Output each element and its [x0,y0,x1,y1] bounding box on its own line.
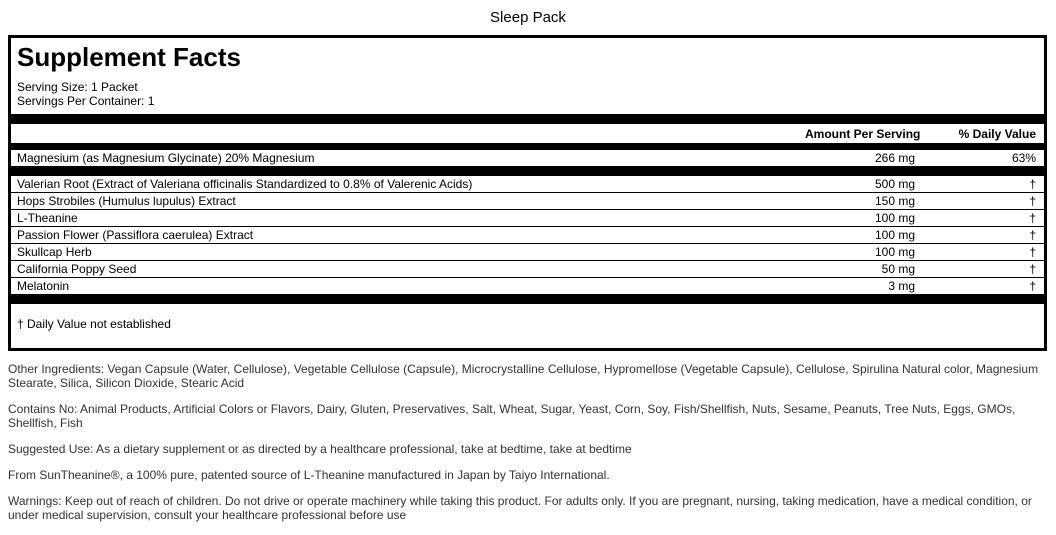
suggested-use-text: Suggested Use: As a dietary supplement or as directed by a healthcare professional, take at bedtime, take at bedtime [8,442,632,456]
nutrient-rows-herbs [11,176,1044,294]
daily-value: † [1029,228,1036,242]
daily-value: † [1029,177,1036,191]
supplement-facts-title: Supplement Facts [17,42,241,72]
amount-value: 150 mg [874,194,915,208]
divider-bar-thick [11,294,1044,304]
ingredient-name: Magnesium (as Magnesium Glycinate) 20% Magnesium [17,151,315,165]
amount-value: 100 mg [874,228,915,242]
amount-value: 500 mg [874,177,915,191]
supplement-facts-panel [8,35,1047,351]
label-paragraphs [0,362,1056,522]
amount-value: 266 mg [874,151,915,165]
amount-value: 3 mg [888,279,915,293]
servings-per-container: Servings Per Container: 1 [17,94,155,108]
column-header-daily-value: % Daily Value [958,127,1036,141]
contains-no-text: Contains No: Animal Products, Artificial Colors or Flavors, Dairy, Gluten, Preservatives, Salt, Wheat, Sugar, Yeast, Corn, Soy, Fish/Shellfish, Nuts, Sesame, Peanuts, Tree Nuts, Eggs, GMOs, Shellfish, Fish [8,402,1016,430]
divider-bar-thick [11,166,1044,176]
table-row [11,261,1044,278]
ingredient-name: Hops Strobiles (Humulus lupulus) Extract [17,194,236,208]
nutrient-rows-main [11,150,1044,166]
ingredient-name: California Poppy Seed [17,262,137,276]
table-row [11,227,1044,244]
table-row [11,244,1044,261]
daily-value-footnote: † Daily Value not established [17,317,171,331]
warnings-text: Warnings: Keep out of reach of children. Do not drive or operate machinery while taking this product. For adults only. If you are pregnant, nursing, taking medication, have a medical condition, or under medical supervision, consult your healthcare professional before use [8,494,1032,522]
daily-value: † [1029,194,1036,208]
daily-value: † [1029,245,1036,259]
daily-value: † [1029,211,1036,225]
table-row [11,210,1044,227]
amount-value: 100 mg [874,245,915,259]
divider-bar-medium [11,143,1044,150]
ingredient-name: L-Theanine [17,211,78,225]
table-row [11,193,1044,210]
daily-value: 63% [1011,151,1036,165]
divider-bar-thick [11,114,1044,124]
column-header-amount: Amount Per Serving [805,127,921,141]
serving-size: Serving Size: 1 Packet [17,80,138,94]
daily-value: † [1029,279,1036,293]
daily-value: † [1029,262,1036,276]
ingredient-name: Melatonin [17,279,70,293]
amount-value: 50 mg [881,262,915,276]
column-header-row [11,124,1044,143]
page-title: Sleep Pack [490,9,566,26]
table-row [11,278,1044,294]
ingredient-name: Passion Flower (Passiflora caerulea) Extract [17,228,254,242]
other-ingredients-text: Other Ingredients: Vegan Capsule (Water, Cellulose), Vegetable Cellulose (Capsule), Microcrystalline Cellulose, Hypromellose (Vegetable Capsule), Cellulose, Spirulina Natural color, Magnesium Stearate, Silica, Silicon Dioxide, Stearic Acid [8,362,1039,390]
table-row [11,176,1044,193]
amount-value: 100 mg [874,211,915,225]
suntheanine-text: From SunTheanine®, a 100% pure, patented source of L-Theanine manufactured in Japan by Taiyo International. [8,468,610,482]
ingredient-name: Valerian Root (Extract of Valeriana officinalis Standardized to 0.8% of Valerenic Acids) [17,177,473,191]
table-row [11,150,1044,166]
ingredient-name: Skullcap Herb [17,245,92,259]
